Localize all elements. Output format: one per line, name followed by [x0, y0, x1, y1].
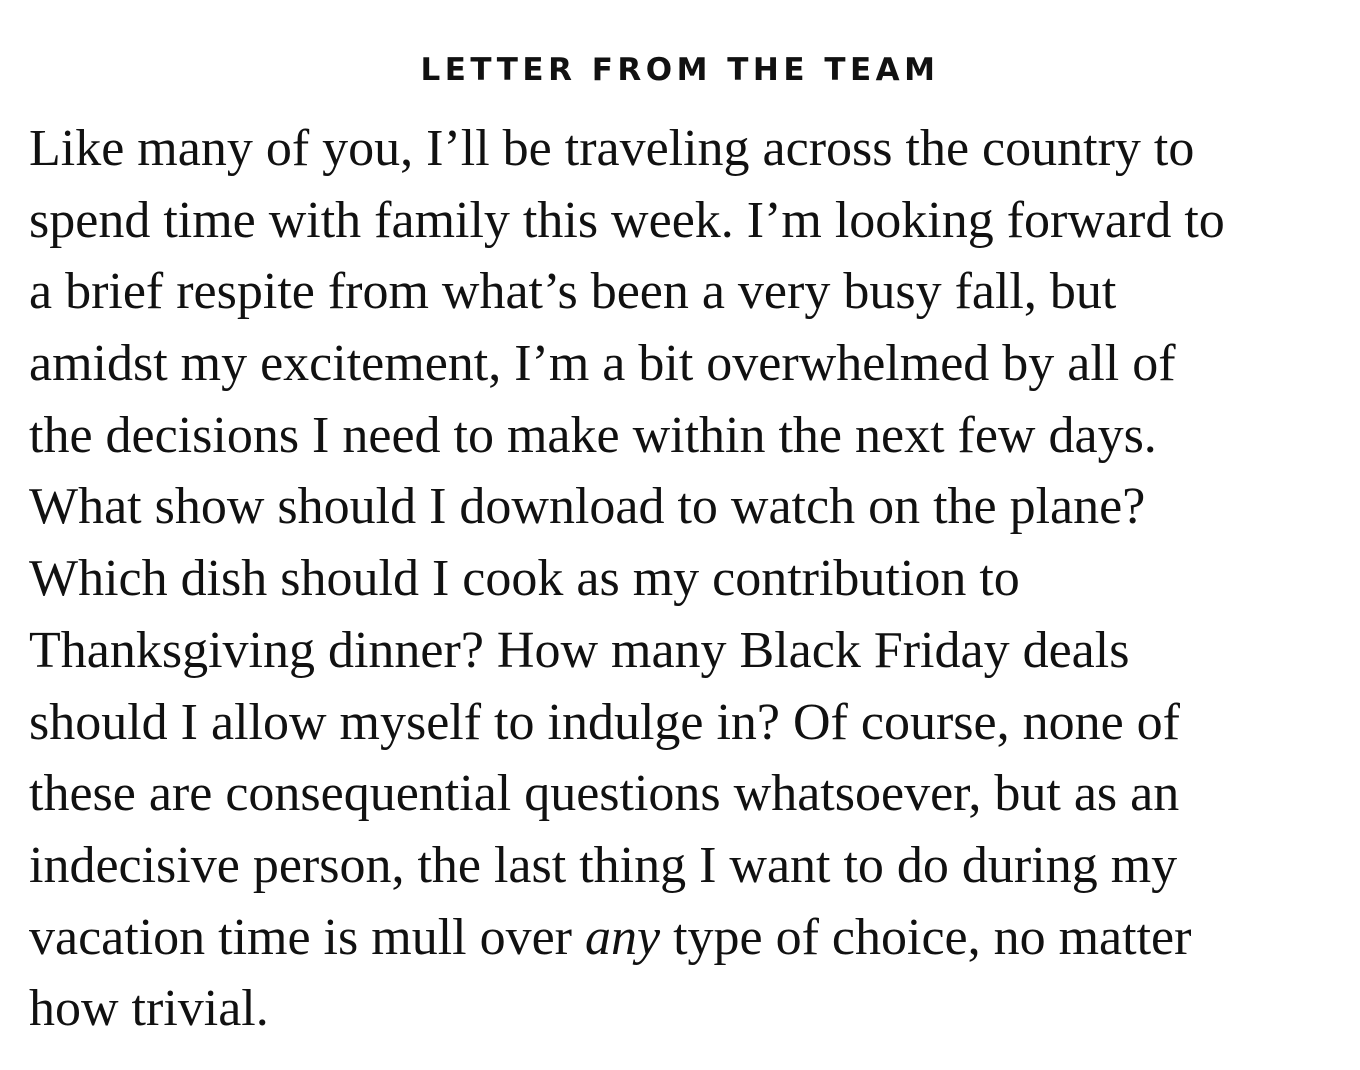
body-line-1: Like many of you, I’ll be traveling across the country to — [29, 120, 1195, 177]
body-line-12-after: type of choice, no matter — [660, 908, 1192, 966]
letter-body — [29, 113, 1339, 1045]
body-line-12-before: vacation time is mull over — [29, 908, 585, 966]
body-line-6: What show should I download to watch on the plane? — [29, 478, 1146, 536]
section-kicker: LETTER FROM THE TEAM — [420, 52, 940, 88]
body-line-3: a brief respite from what’s been a very busy fall, but — [29, 263, 1117, 321]
body-line-4: amidst my excitement, I’m a bit overwhelmed by all of — [29, 335, 1176, 393]
body-line-11: indecisive person, the last thing I want to do during my — [29, 836, 1178, 894]
body-line-7: Which dish should I cook as my contribution to — [29, 550, 1020, 608]
body-line-13: how trivial. — [29, 980, 269, 1038]
body-line-5: the decisions I need to make within the next few days. — [29, 406, 1157, 464]
emphasis-text: any — [584, 908, 661, 966]
body-line-10: these are consequential questions whatsoever, but as an — [29, 765, 1180, 823]
body-line-8: Thanksgiving dinner? How many Black Friday deals — [29, 621, 1130, 679]
body-line-12 — [29, 902, 1339, 974]
body-line-9: should I allow myself to indulge in? Of course, none of — [29, 693, 1180, 751]
body-line-2: spend time with family this week. I’m looking forward to — [29, 191, 1225, 249]
